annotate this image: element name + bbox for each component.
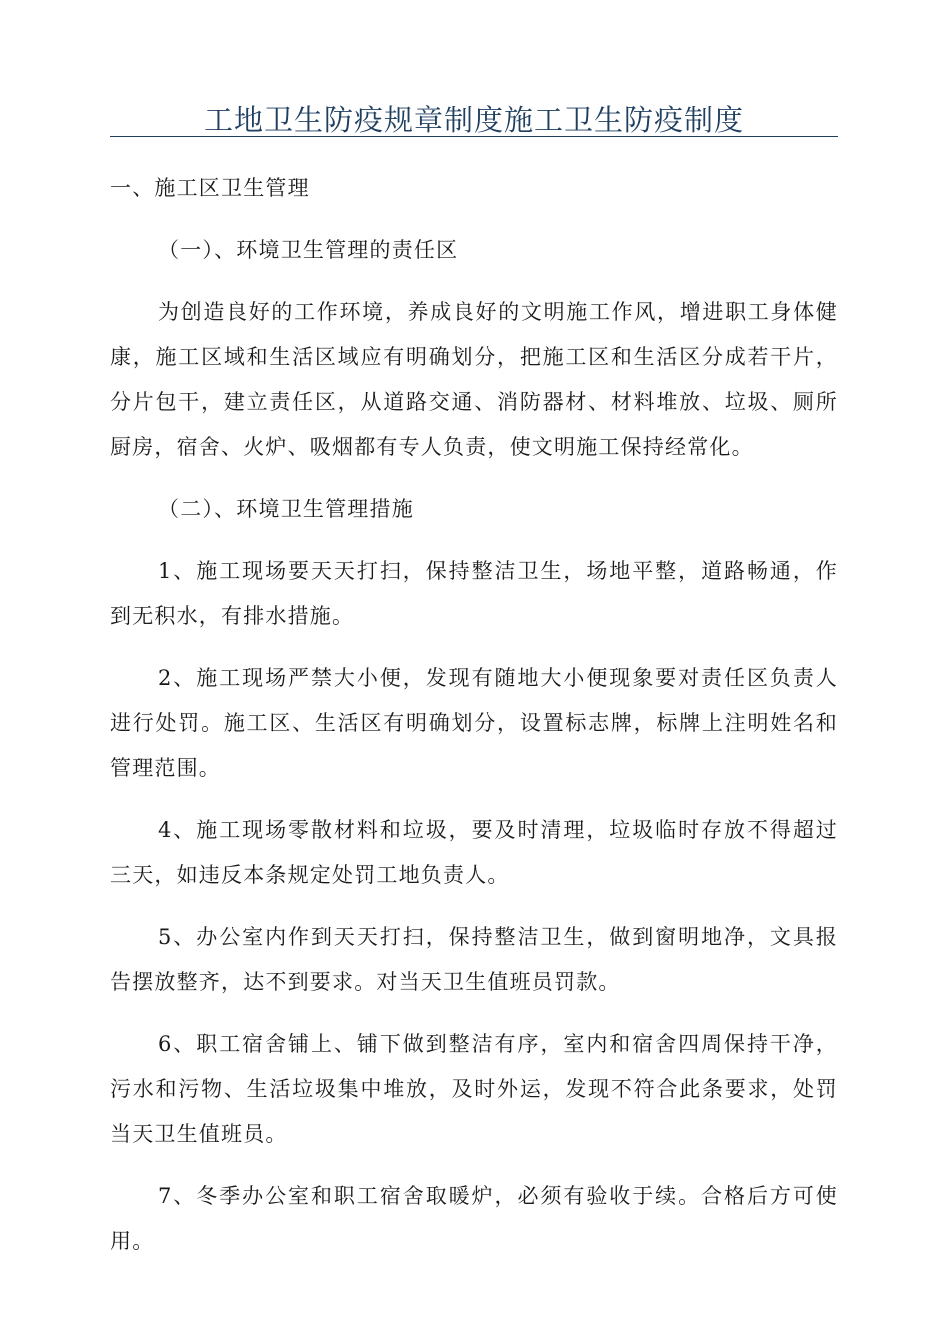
title-underline bbox=[110, 136, 838, 137]
list-item: 5、办公室内作到天天打扫，保持整洁卫生，做到窗明地净，文具报告摆放整齐，达不到要求。对当天卫生值班员罚款。 bbox=[110, 925, 838, 994]
section-heading-1: 一、施工区卫生管理 bbox=[110, 176, 310, 200]
paragraph-1: 为创造良好的工作环境，养成良好的文明施工作风，增进职工身体健康，施工区域和生活区域应有明确划分，把施工区和生活区分成若干片，分片包干，建立责任区，从道路交通、消防器材、材料堆放、垃圾、厕所厨房，宿舍、火炉、吸烟都有专人负责，使文明施工保持经常化。 bbox=[110, 300, 838, 459]
list-item: 1、施工现场要天天打扫，保持整洁卫生，场地平整，道路畅通，作到无积水，有排水措施。 bbox=[110, 559, 838, 628]
document-body bbox=[110, 166, 838, 1281]
subsection-heading-1: （一）、环境卫生管理的责任区 bbox=[158, 238, 459, 262]
list-item: 2、施工现场严禁大小便，发现有随地大小便现象要对责任区负责人进行处罚。施工区、生活区有明确划分，设置标志牌，标牌上注明姓名和管理范围。 bbox=[110, 666, 838, 780]
list-item: 7、冬季办公室和职工宿舍取暖炉，必须有验收于续。合格后方可使用。 bbox=[110, 1184, 838, 1253]
subsection-heading-2: （二）、环境卫生管理措施 bbox=[158, 497, 414, 521]
list-item: 6、职工宿舍铺上、铺下做到整洁有序，室内和宿舍四周保持干净，污水和污物、生活垃圾集中堆放，及时外运，发现不符合此条要求，处罚当天卫生值班员。 bbox=[110, 1032, 838, 1146]
document-title: 工地卫生防疫规章制度施工卫生防疫制度 bbox=[203, 103, 744, 137]
list-item: 4、施工现场零散材料和垃圾，要及时清理，垃圾临时存放不得超过三天，如违反本条规定处罚工地负责人。 bbox=[110, 818, 838, 887]
